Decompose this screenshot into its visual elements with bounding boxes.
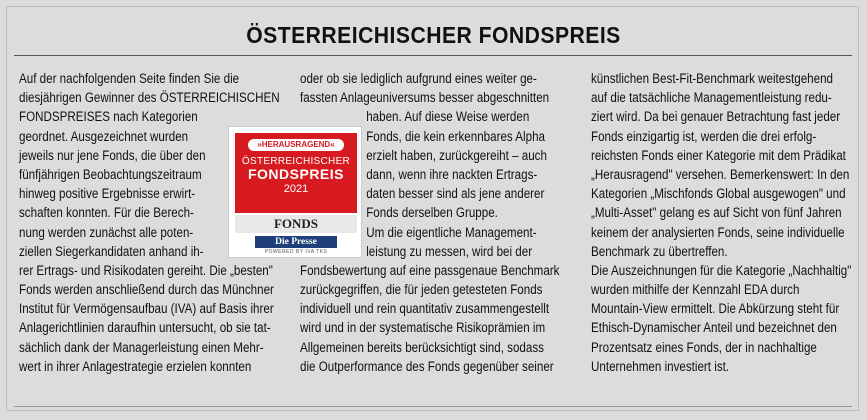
text-line: keinem der analysierten Fonds, seine individuelle <box>591 224 845 240</box>
fonds-logo: FONDS <box>235 215 357 233</box>
text-line: „Herausragend" versehen. Bemerkenswert: In den <box>591 166 850 182</box>
text-line: reichsten Fonds einer Kategorie mit dem Prädikat <box>591 147 846 163</box>
powered-by-text: POWERED BY IVA TKS <box>264 249 328 255</box>
text-line: geordnet. Ausgezeichnet wurden <box>19 128 189 144</box>
award-badge-year: 2021 <box>283 183 309 195</box>
text-line: fünfjährigen Beobachtungszeitraum <box>19 166 202 182</box>
text-line: Um die eigentliche Management- <box>366 224 537 240</box>
text-line: die Outperformance des Fonds gegenüber seiner <box>300 358 554 374</box>
text-line: ziert wird. Da bei genauer Betrachtung fast jeder <box>591 109 841 125</box>
text-line: wurden mithilfe der Kennzahl EDA durch <box>591 282 800 298</box>
text-line: diesjährigen Gewinner des ÖSTERREICHISCHEN <box>19 90 280 106</box>
text-line: Unternehmen investiert ist. <box>591 358 730 374</box>
text-line: nung werden zunächst alle poten- <box>19 224 194 240</box>
text-line: erzielt haben, zurückgereiht – auch <box>366 147 547 163</box>
award-badge-red-panel <box>235 133 357 213</box>
award-badge-line1: ÖSTERREICHISCHER <box>241 156 351 167</box>
text-line: Fondsbewertung auf eine passgenaue Benchmark <box>300 262 560 278</box>
text-line: daten besser sind als jene anderer <box>366 186 545 202</box>
text-line: Allgemeinen bereits berücksichtigt sind, sodass <box>300 339 544 355</box>
text-line: Auf der nachfolgenden Seite finden Sie die <box>19 71 240 86</box>
text-line: haben. Auf diese Weise werden <box>366 109 530 125</box>
text-line: Die Auszeichnungen für die Kategorie „Nachhaltig" <box>591 262 852 278</box>
page-title: ÖSTERREICHISCHER FONDSPREIS <box>246 22 621 48</box>
text-line: zurückgegriffen, die für jeden getesteten Fonds <box>300 282 543 298</box>
text-line: oder ob sie lediglich aufgrund eines weiter ge- <box>300 71 537 86</box>
text-line: FONDSPREISES nach Kategorien <box>19 109 198 125</box>
text-line: hinweg positive Ergebnisse erwirt- <box>19 186 196 202</box>
text-line: Mountain-View ermittelt. Die Abkürzung steht für <box>591 301 840 317</box>
bottom-rule <box>14 406 852 407</box>
award-badge-line2: FONDSPREIS <box>247 166 344 182</box>
text-line: „Multi-Asset" gelang es auf Sicht von fünf Jahren <box>591 205 842 221</box>
text-line: rer Ertrags- und Risikodaten gereiht. Die „besten" <box>19 262 273 278</box>
text-line: individuell und rein quantitativ zusammengestellt <box>300 301 550 317</box>
text-line: Fonds werden anschließend durch das Münchner <box>19 282 274 298</box>
title-rule <box>14 55 852 56</box>
text-line: Ethisch-Dynamischer Anteil und bezeichnet den <box>591 320 837 336</box>
text-line: künstlichen Best-Fit-Benchmark weitestgehend <box>591 71 833 86</box>
text-line: Fonds derselben Gruppe. <box>366 205 498 221</box>
text-line: Institut für Vermögensaufbau (IVA) auf Basis ihrer <box>19 301 274 317</box>
text-line: sächlich dank der Managerleistung einen Mehr- <box>19 339 264 355</box>
text-line: Kategorien „Mischfonds Global ausgewogen" und <box>591 186 846 202</box>
text-line: Benchmark zu übertreffen. <box>591 243 728 259</box>
text-line: ziellen Siegerkandidaten anhand ih- <box>19 243 204 259</box>
text-line: Fonds, die kein erkennbares Alpha <box>366 128 546 144</box>
award-badge-tag: »HERAUSRAGEND« <box>248 139 344 151</box>
text-line: wert in ihrer Anlagestrategie erzielen konnten <box>19 358 252 374</box>
text-line: fassten Anlageuniversums besser abgeschnitten <box>300 90 550 106</box>
die-presse-logo: Die Presse <box>255 236 337 248</box>
text-line: Fonds einzigartig ist, werden die drei erfolg- <box>591 128 817 144</box>
text-line: wird und in der systematische Risikoprämien im <box>300 320 546 336</box>
text-line: leistung zu messen, wird bei der <box>366 243 533 259</box>
award-badge <box>228 126 362 258</box>
text-column-3 <box>591 69 853 376</box>
text-line: Anlagerichtlinien daraufhin untersucht, ob sie tat- <box>19 320 271 336</box>
text-line: Prozentsatz eines Fonds, der in nachhaltige <box>591 339 817 355</box>
text-line: auf die tatsächliche Managementleistung redu- <box>591 90 832 106</box>
text-line: schaften konnten. Für die Berech- <box>19 205 194 221</box>
text-line: jeweils nur jene Fonds, die über den <box>19 147 206 163</box>
text-line: dann, wenn ihre nackten Ertrags- <box>366 166 538 182</box>
